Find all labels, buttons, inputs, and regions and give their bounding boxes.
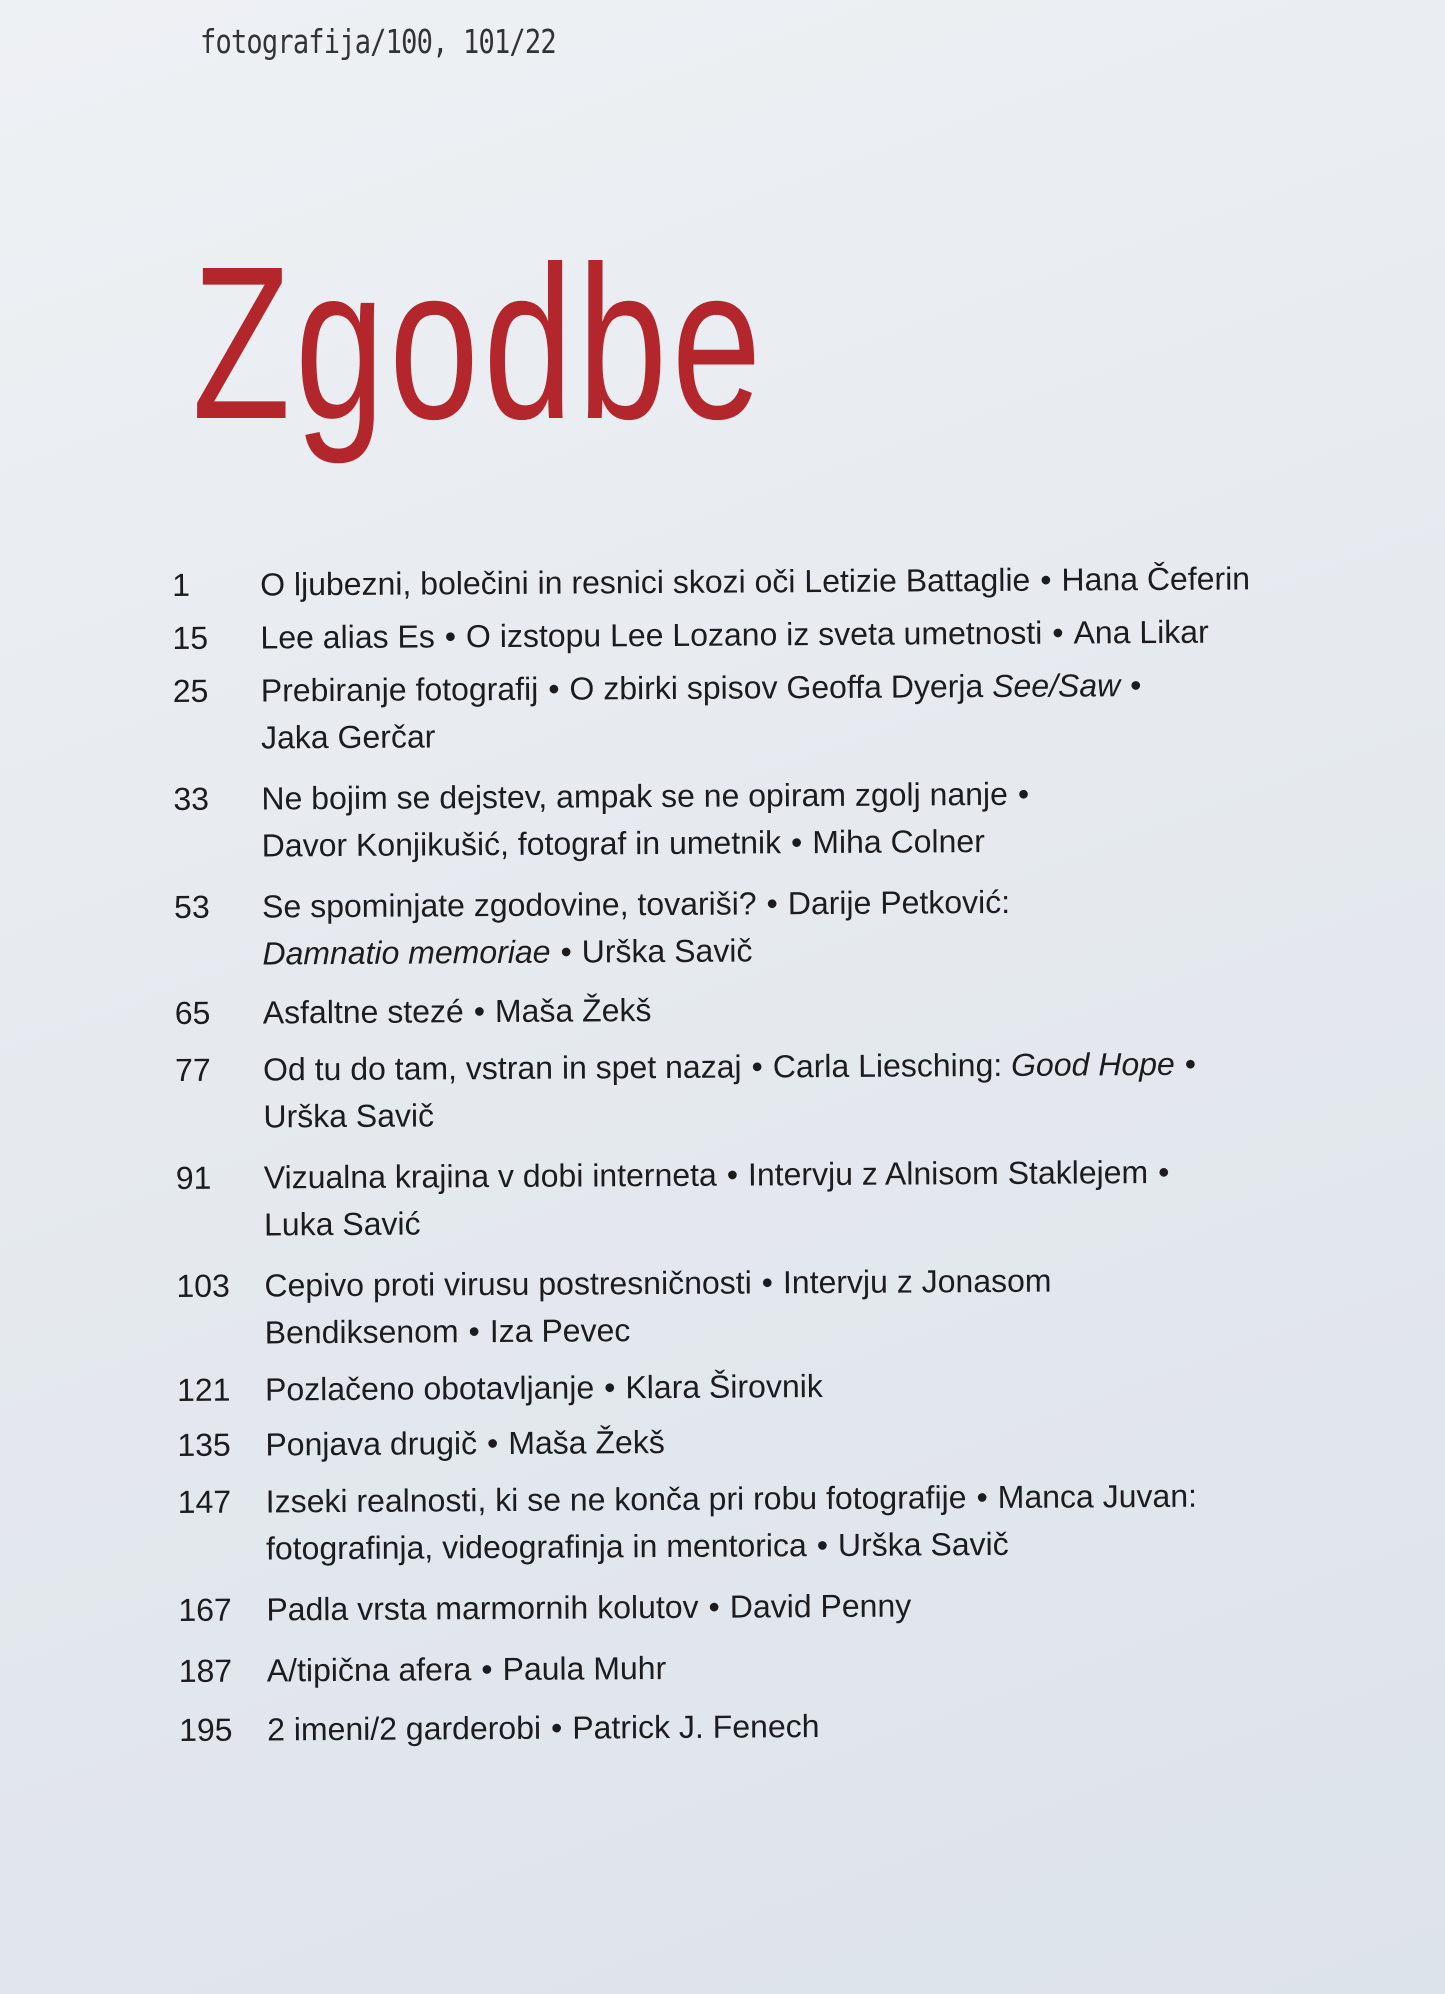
toc-text-segment: Maša Žekš	[494, 992, 652, 1030]
toc-page-number: 15	[172, 619, 209, 656]
toc-text-segment: Patrick J. Fenech	[572, 1708, 820, 1746]
toc-text-segment: Urška Savič	[263, 1097, 435, 1135]
bullet-separator: •	[708, 1588, 720, 1625]
bullet-separator: •	[1017, 775, 1030, 812]
toc-page-number: 195	[179, 1711, 233, 1748]
toc-text-segment: Davor Konjikušić, fotograf in umetnik	[261, 824, 782, 864]
toc-text-segment: Klara Širovnik	[625, 1368, 823, 1406]
toc-text-segment: Cepivo proti virusu postresničnosti	[264, 1264, 752, 1304]
toc-text-segment: Padla vrsta marmornih kolutov	[266, 1588, 699, 1628]
toc-entry	[175, 983, 1355, 1037]
toc-text-segment: Pozlačeno obotavljanje	[264, 1369, 595, 1408]
toc-entry-text	[265, 1415, 1325, 1468]
bullet-separator: •	[751, 1048, 763, 1085]
toc-entry-text	[264, 1256, 1325, 1356]
bullet-separator: •	[1158, 1153, 1170, 1190]
toc-text-segment: Paula Muhr	[502, 1650, 667, 1688]
toc-text-segment: Vizualna krajina v dobi interneta	[263, 1156, 717, 1196]
toc-text-segment: Urška Savič	[837, 1525, 1009, 1563]
toc-text-segment: fotografinja, videografinja in mentorica	[265, 1527, 807, 1567]
toc-text-segment: Se spominjate zgodovine, tovariši?	[261, 885, 757, 925]
bullet-separator: •	[976, 1479, 988, 1516]
toc-text-segment: David Penny	[729, 1587, 912, 1625]
toc-entry-text	[266, 1580, 1326, 1633]
toc-page-number: 91	[175, 1159, 212, 1196]
toc-text-segment: Miha Colner	[812, 823, 985, 861]
toc-text-segment: Ponjava drugič	[265, 1425, 478, 1463]
bullet-separator: •	[468, 1313, 480, 1350]
toc-entry	[179, 1700, 1359, 1754]
toc-entry-text	[263, 983, 1323, 1036]
toc-entry	[177, 1360, 1357, 1414]
toc-page-number: 1	[172, 566, 191, 603]
toc-entry-text	[264, 1148, 1325, 1248]
bullet-separator: •	[816, 1527, 829, 1564]
toc-page-number: 135	[177, 1426, 231, 1463]
toc-page-number: 187	[178, 1652, 233, 1689]
toc-text-segment: Darije Petković:	[787, 883, 1011, 922]
bullet-separator: •	[550, 1709, 563, 1746]
bullet-separator: •	[444, 618, 457, 655]
toc-text-segment: Carla Liesching:	[772, 1046, 1012, 1085]
bullet-separator: •	[486, 1425, 499, 1462]
toc-page-number: 167	[178, 1591, 232, 1628]
toc-entry-text	[267, 1641, 1327, 1694]
bullet-separator: •	[481, 1651, 493, 1688]
toc-text-segment: A/tipična afera	[266, 1651, 472, 1689]
toc-page-number: 77	[174, 1051, 211, 1088]
toc-entry-text	[267, 1700, 1327, 1753]
toc-entry-text	[265, 1360, 1325, 1413]
table-of-contents	[172, 555, 1359, 1754]
bullet-separator: •	[548, 670, 560, 707]
page-title: Zgodbe	[192, 222, 766, 465]
toc-page-number: 65	[174, 994, 211, 1031]
toc-entry-text	[261, 661, 1322, 761]
bullet-separator: •	[473, 993, 486, 1030]
toc-text-segment: Lee alias Es	[260, 618, 435, 656]
italic-title: Damnatio memoriae	[262, 933, 551, 972]
toc-entry-text	[261, 769, 1322, 869]
toc-text-segment: Prebiranje fotografij	[260, 670, 539, 709]
toc-entry	[172, 608, 1352, 662]
toc-text-segment: Ne bojim se dejstev, ampak se ne opiram zgolj nanje	[261, 775, 1008, 817]
toc-text-segment: Jaka Gerčar	[260, 718, 436, 756]
toc-text-segment: O izstopu Lee Lozano iz sveta umetnosti	[465, 614, 1043, 655]
toc-text-segment: Urška Savič	[581, 932, 753, 970]
toc-text-segment: Asfaltne stezé	[262, 993, 464, 1031]
toc-text-segment: O ljubezni, bolečini in resnici skozi oči Letizie Battaglie	[260, 561, 1031, 603]
toc-text-segment: Iza Pevec	[489, 1312, 631, 1350]
toc-entry	[178, 1472, 1359, 1573]
italic-title: See/Saw	[992, 667, 1121, 704]
toc-entry-text	[260, 608, 1320, 661]
toc-text-segment: Od tu do tam, vstran in spet nazaj	[262, 1048, 742, 1088]
toc-page-number: 121	[176, 1371, 231, 1408]
toc-page-number: 147	[177, 1483, 232, 1520]
toc-entry	[178, 1580, 1358, 1634]
italic-title: Good Hope	[1010, 1045, 1175, 1083]
toc-entry	[174, 877, 1355, 978]
toc-text-segment: Bendiksenom	[264, 1313, 459, 1351]
toc-entry-text	[260, 555, 1320, 608]
toc-entry-text	[262, 877, 1323, 977]
bullet-separator: •	[726, 1156, 739, 1193]
toc-text-segment: 2 imeni/2 garderobi	[267, 1709, 542, 1748]
toc-entry	[175, 1040, 1356, 1141]
bullet-separator: •	[1130, 667, 1142, 704]
toc-text-segment: O zbirki spisov Geoffa Dyerja	[569, 667, 993, 707]
bullet-separator: •	[560, 933, 572, 970]
toc-text-segment: Luka Savić	[263, 1205, 421, 1243]
toc-text-segment: Manca Juvan:	[997, 1477, 1198, 1515]
bullet-separator: •	[604, 1369, 616, 1406]
toc-text-segment: Intervju z Alnisom Staklejem	[747, 1154, 1149, 1193]
toc-entry	[179, 1641, 1359, 1695]
toc-entry	[173, 769, 1354, 870]
toc-page-number: 25	[172, 672, 209, 709]
toc-text-segment: Izseki realnosti, ki se ne konča pri robu fotografije	[265, 1479, 967, 1520]
toc-entry	[176, 1256, 1357, 1357]
toc-page-number: 103	[176, 1267, 230, 1304]
bullet-separator: •	[1052, 614, 1064, 651]
toc-entry	[176, 1148, 1357, 1249]
bullet-separator: •	[761, 1264, 774, 1301]
toc-text-segment: Maša Žekš	[508, 1424, 665, 1461]
toc-page-number: 33	[173, 780, 210, 817]
toc-text-segment: Ana Likar	[1073, 613, 1209, 651]
toc-text-segment: Intervju z Jonasom	[782, 1262, 1052, 1301]
bullet-separator: •	[790, 824, 803, 861]
bullet-separator: •	[1184, 1045, 1197, 1082]
toc-page-number: 53	[173, 888, 210, 925]
toc-entry-text	[266, 1472, 1327, 1572]
toc-entry	[172, 555, 1352, 609]
toc-entry	[177, 1415, 1357, 1469]
toc-entry	[173, 661, 1354, 762]
running-head: fotografija/100, 101/22	[200, 22, 556, 61]
toc-text-segment: Hana Čeferin	[1061, 560, 1251, 598]
bullet-separator: •	[1040, 561, 1052, 598]
bullet-separator: •	[766, 885, 778, 922]
toc-entry-text	[263, 1040, 1324, 1140]
